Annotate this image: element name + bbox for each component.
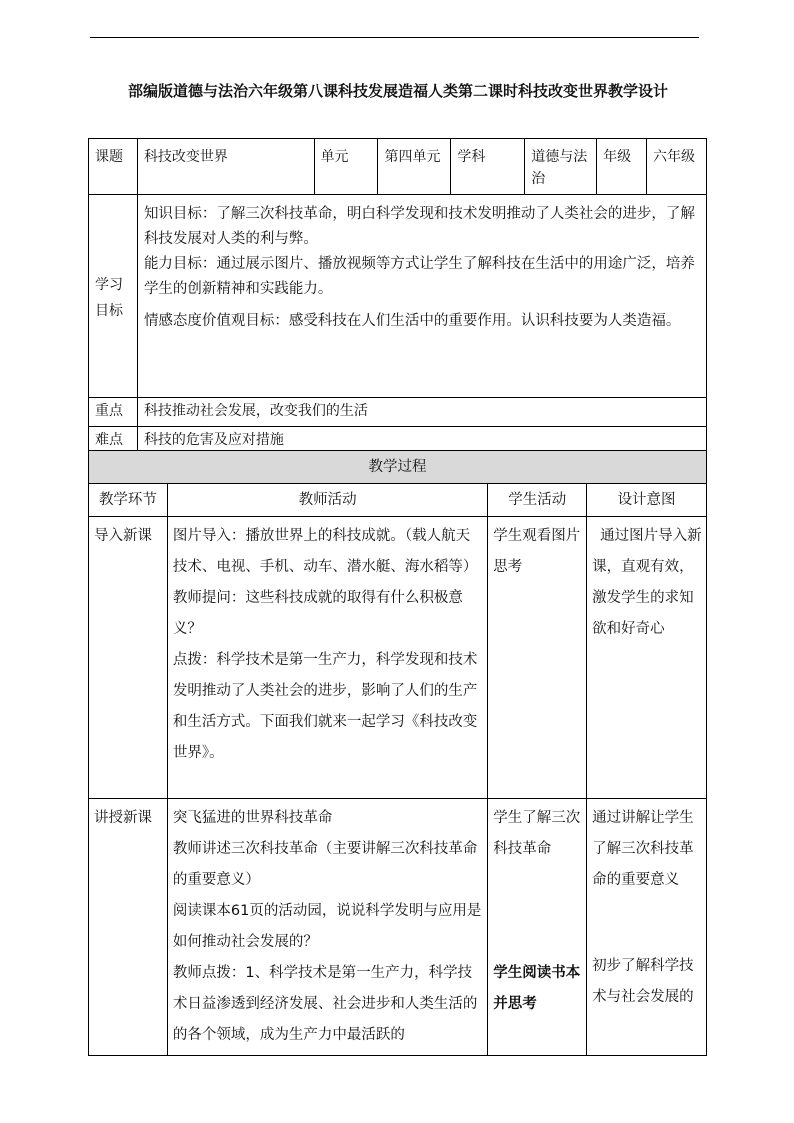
design-intent-intro — [587, 517, 707, 799]
intent-paragraph: 通过讲解让学生了解三次科技革命的重要意义 — [592, 810, 694, 888]
header-intent: 设计意图 — [587, 484, 707, 517]
teacher-paragraph: 教师讲述三次科技革命（主要讲解三次科技革命的重要意义） — [172, 841, 478, 888]
subject-value: 道德与法治 — [525, 139, 597, 195]
grade-value: 六年级 — [647, 139, 707, 195]
teacher-paragraph: 教师点拨：1、科学技术是第一生产力，科学技术日益渗透到经济发展、社会进步和人类生活的的各个领域，成为生产力中最活跃的 — [172, 965, 478, 1043]
student-paragraph: 学生阅读书本并思考 — [493, 965, 581, 1012]
table-row — [89, 799, 707, 1056]
key-point-label: 重点 — [89, 398, 138, 427]
document-title: 部编版道德与法治六年级第八课科技发展造福人类第二课时科技改变世界教学设计 — [127, 82, 668, 100]
teacher-paragraph: 突飞猛进的世界科技革命 — [172, 810, 333, 826]
goals-label-text: 学习目标 — [95, 276, 123, 319]
header-stage: 教学环节 — [89, 484, 168, 517]
design-intent-lecture — [587, 799, 707, 1056]
key-point-value: 科技推动社会发展，改变我们的生活 — [137, 398, 706, 427]
goals-content — [137, 195, 706, 398]
student-paragraph: 学生观看图片思考 — [493, 528, 581, 575]
header-teacher: 教师活动 — [167, 484, 487, 517]
teacher-activity-intro — [167, 517, 487, 799]
teaching-process-table — [88, 450, 707, 1056]
teacher-paragraph: 点拨：科学技术是第一生产力，科学发现和技术发明推动了人类社会的进步，影响了人们的生产和生活方式。下面我们就来一起学习《科技改变世界》。 — [172, 652, 478, 761]
unit-value: 第四单元 — [378, 139, 451, 195]
stage-intro: 导入新课 — [89, 517, 168, 799]
intent-paragraph: 初步了解科学技术与社会发展的 — [592, 958, 694, 1005]
topic-label: 课题 — [89, 139, 138, 195]
ability-goal: 能力目标：通过展示图片、播放视频等方式让学生了解科技在生活中的用途广泛，培养学生的创新精神和实践能力。 — [143, 256, 695, 297]
topic-value: 科技改变世界 — [137, 139, 314, 195]
teacher-activity-lecture — [167, 799, 487, 1056]
teacher-paragraph: 阅读课本61页的活动园，说说科学发明与应用是如何推动社会发展的？ — [172, 903, 482, 950]
teacher-paragraph: 图片导入：播放世界上的科技成就。（载人航天技术、电视、手机、动车、潜水艇、海水稻等） — [172, 528, 478, 575]
unit-label: 单元 — [314, 139, 378, 195]
intent-paragraph: 通过图片导入新课，直观有效，激发学生的求知欲和好奇心 — [592, 528, 702, 637]
table-row — [89, 517, 707, 799]
student-paragraph: 学生了解三次科技革命 — [493, 810, 581, 857]
difficulty-label: 难点 — [89, 427, 138, 456]
stage-lecture: 讲授新课 — [89, 799, 168, 1056]
goals-label — [89, 195, 138, 398]
subject-label: 学科 — [451, 139, 525, 195]
process-section-title: 教学过程 — [89, 451, 707, 484]
header-student: 学生活动 — [488, 484, 587, 517]
header-rule — [90, 37, 699, 38]
emotion-goal: 情感态度价值观目标：感受科技在人们生活中的重要作用。认识科技要为人类造福。 — [143, 313, 681, 329]
course-info-table — [88, 138, 707, 456]
teacher-paragraph: 教师提问：这些科技成就的取得有什么积极意义？ — [172, 590, 463, 637]
grade-label: 年级 — [597, 139, 647, 195]
difficulty-value: 科技的危害及应对措施 — [137, 427, 706, 456]
student-activity-intro — [488, 517, 587, 799]
student-activity-lecture — [488, 799, 587, 1056]
knowledge-goal: 知识目标：了解三次科技革命，明白科学发现和技术发明推动了人类社会的进步，了解科技发展对人类的利与弊。 — [143, 206, 695, 247]
